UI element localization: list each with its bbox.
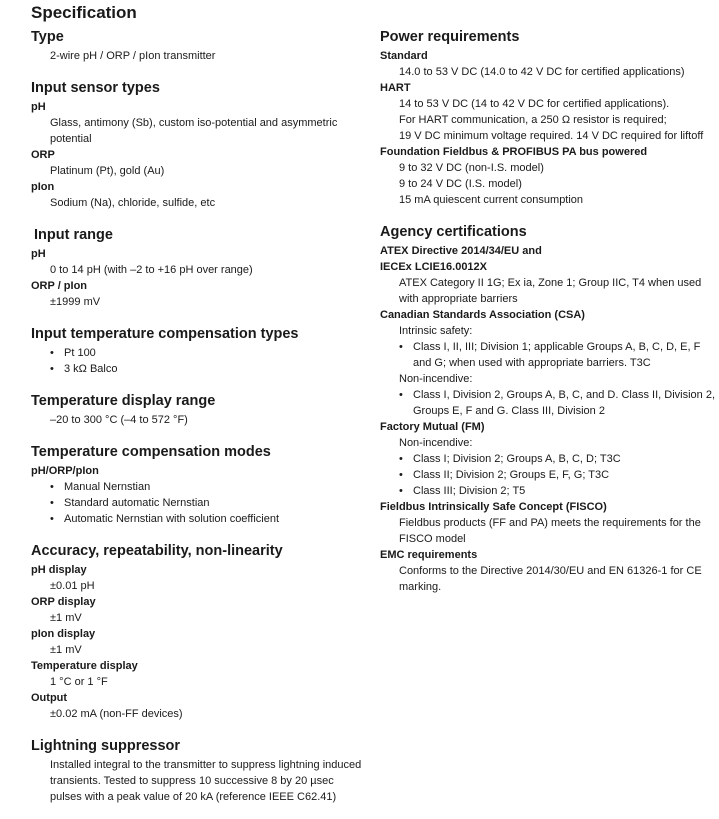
section-title: Type xyxy=(31,29,64,45)
orp-label: ORP xyxy=(31,149,55,161)
section-temp-comp-modes xyxy=(31,442,366,527)
emc-label: EMC requirements xyxy=(380,549,478,561)
ff-label: Foundation Fieldbus & PROFIBUS PA bus powered xyxy=(380,146,648,158)
csa-ni-label: Non-incendive: xyxy=(399,373,473,385)
left-column xyxy=(31,27,366,819)
section-agency-certifications xyxy=(380,222,715,595)
fisco-text: Fieldbus products (FF and PA) meets the requirements for the FISCO model xyxy=(399,517,701,545)
section-title: Temperature display range xyxy=(31,393,216,409)
ff-text-1: 9 to 32 V DC (non-I.S. model) xyxy=(399,162,544,174)
section-title: Power requirements xyxy=(380,29,520,45)
ff-text-3: 15 mA quiescent current consumption xyxy=(399,194,584,206)
section-title: Accuracy, repeatability, non-linearity xyxy=(31,543,283,559)
temp-display-range-text: –20 to 300 °C (–4 to 572 °F) xyxy=(50,414,188,426)
temp-comp-modes-list xyxy=(31,479,366,527)
section-input-range xyxy=(31,225,366,310)
section-title: Temperature compensation modes xyxy=(31,444,271,460)
section-title: Input temperature compensation types xyxy=(31,326,299,342)
hart-text-3: 19 V DC minimum voltage required. 14 V DC required for liftoff xyxy=(399,130,704,142)
csa-is-label: Intrinsic safety: xyxy=(399,325,473,337)
temp-display-text: 1 °C or 1 °F xyxy=(50,676,108,688)
atex-text: ATEX Category II 1G; Ex ia, Zone 1; Group IIC, T4 when used with appropriate barriers xyxy=(399,277,702,305)
list-item: • Class III; Division 2; T5 xyxy=(399,483,715,499)
output-text: ±0.02 mA (non-FF devices) xyxy=(50,708,183,720)
fm-ni-label: Non-incendive: xyxy=(399,437,473,449)
list-item: • Automatic Nernstian with solution coefficient xyxy=(50,511,366,527)
section-type xyxy=(31,27,366,64)
list-item: • Pt 100 xyxy=(50,345,366,361)
section-title: Input range xyxy=(34,227,113,243)
ph-range-text: 0 to 14 pH (with –2 to +16 pH over range) xyxy=(50,264,253,276)
pion-display-text: ±1 mV xyxy=(50,644,82,656)
list-item: • Manual Nernstian xyxy=(50,479,366,495)
emc-text: Conforms to the Directive 2014/30/EU and EN 61326-1 for CE marking. xyxy=(399,565,702,593)
fm-list xyxy=(380,451,715,499)
type-text: 2-wire pH / ORP / pIon transmitter xyxy=(50,50,216,62)
ph-display-text: ±0.01 pH xyxy=(50,580,95,592)
orp-pion-label: ORP / pIon xyxy=(31,280,88,292)
csa-ni-list xyxy=(380,387,715,419)
standard-label: Standard xyxy=(380,50,428,62)
csa-is-list xyxy=(380,339,715,371)
hart-label: HART xyxy=(380,82,411,94)
csa-label: Canadian Standards Association (CSA) xyxy=(380,309,585,321)
section-temp-comp-types xyxy=(31,324,366,377)
list-item: • Class I; Division 2; Groups A, B, C, D; T3C xyxy=(399,451,715,467)
ph-label: pH xyxy=(31,101,46,113)
fisco-label: Fieldbus Intrinsically Safe Concept (FISCO) xyxy=(380,501,607,513)
temp-display-label: Temperature display xyxy=(31,660,138,672)
modes-label: pH/ORP/pIon xyxy=(31,465,99,477)
orp-range-text: ±1999 mV xyxy=(50,296,101,308)
page-title: Specification xyxy=(31,3,137,22)
lightning-text: Installed integral to the transmitter to suppress lightning induced transients. Tested to suppress 10 successive 8 by 20 µsec pulses with a peak value of 20 kA (reference IEEE C62.41) xyxy=(50,759,362,803)
iecex-label: IECEx LCIE16.0012X xyxy=(380,261,488,273)
section-accuracy xyxy=(31,541,366,722)
section-title: Agency certifications xyxy=(380,224,527,240)
ph-label: pH xyxy=(31,248,46,260)
orp-text: Platinum (Pt), gold (Au) xyxy=(50,165,165,177)
section-lightning-suppressor xyxy=(31,736,366,805)
ph-text: Glass, antimony (Sb), custom iso-potential and asymmetric potential xyxy=(50,117,338,145)
list-item: • Class I, Division 2, Groups A, B, C, and D. Class II, Division 2, Groups E, F and G. Class III, Division 2 xyxy=(399,387,715,419)
hart-text-2: For HART communication, a 250 Ω resistor is required; xyxy=(399,114,667,126)
output-label: Output xyxy=(31,692,68,704)
atex-label: ATEX Directive 2014/34/EU and xyxy=(380,245,542,257)
pion-text: Sodium (Na), chloride, sulfide, etc xyxy=(50,197,216,209)
section-power-requirements xyxy=(380,27,715,208)
list-item: • Class II; Division 2; Groups E, F, G; T3C xyxy=(399,467,715,483)
pion-display-label: pIon display xyxy=(31,628,96,640)
fm-label: Factory Mutual (FM) xyxy=(380,421,485,433)
standard-text: 14.0 to 53 V DC (14.0 to 42 V DC for certified applications) xyxy=(399,66,685,78)
list-item: • Class I, II, III; Division 1; applicable Groups A, B, C, D, E, F and G; when used with appropriate barriers. T3C xyxy=(399,339,715,371)
ph-display-label: pH display xyxy=(31,564,87,576)
pion-label: pIon xyxy=(31,181,55,193)
ff-text-2: 9 to 24 V DC (I.S. model) xyxy=(399,178,522,190)
hart-text-1: 14 to 53 V DC (14 to 42 V DC for certified applications). xyxy=(399,98,670,110)
list-item: • 3 kΩ Balco xyxy=(50,361,366,377)
section-temp-display-range xyxy=(31,391,366,428)
right-column xyxy=(380,27,715,609)
temp-comp-types-list xyxy=(31,345,366,377)
orp-display-text: ±1 mV xyxy=(50,612,82,624)
orp-display-label: ORP display xyxy=(31,596,96,608)
section-title: Input sensor types xyxy=(31,80,160,96)
section-title: Lightning suppressor xyxy=(31,738,181,754)
section-input-sensor-types xyxy=(31,78,366,211)
list-item: • Standard automatic Nernstian xyxy=(50,495,366,511)
